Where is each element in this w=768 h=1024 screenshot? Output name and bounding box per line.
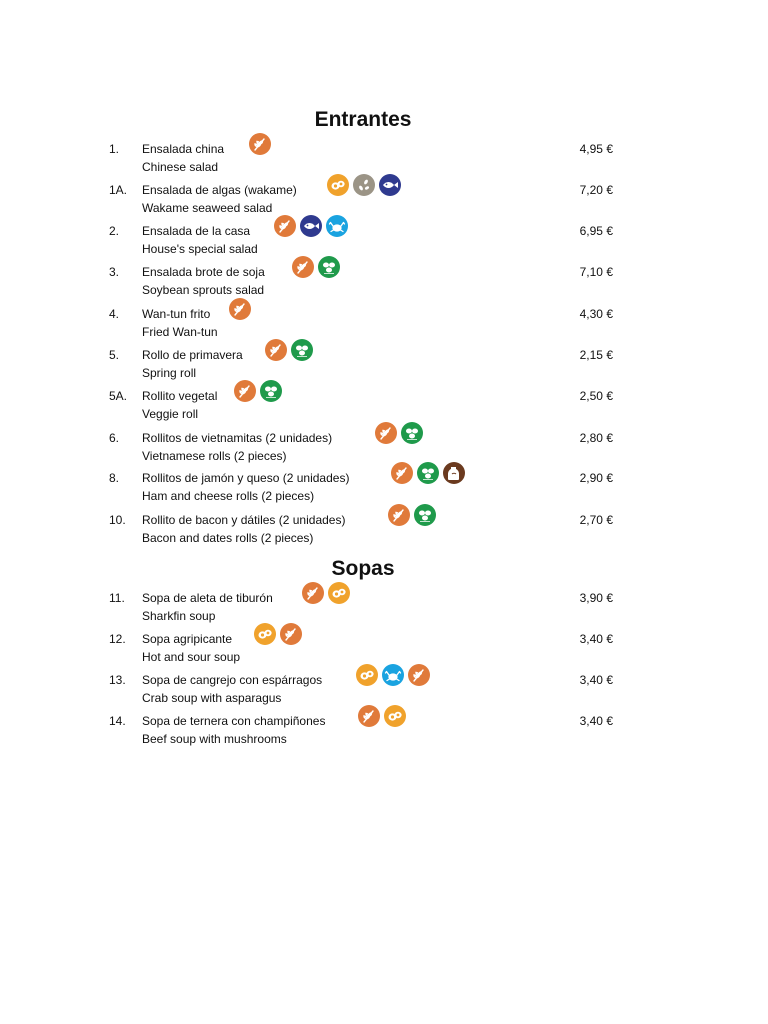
item-price: 3,40 € <box>579 632 613 646</box>
gluten-icon <box>375 422 397 444</box>
item-number: 13. <box>109 673 126 687</box>
item-name-en: Vietnamese rolls (2 pieces) <box>142 449 287 463</box>
item-number: 8. <box>109 471 120 485</box>
crustacean-icon <box>326 215 348 237</box>
gluten-icon <box>388 504 410 526</box>
item-name-es: Sopa agripicante <box>142 632 233 646</box>
item-price: 7,10 € <box>579 265 613 279</box>
allergen-icons <box>358 705 406 727</box>
item-number: 11. <box>109 591 125 605</box>
gluten-icon <box>229 298 251 320</box>
item-number: 12. <box>109 632 126 646</box>
item-price: 4,95 € <box>579 142 613 156</box>
milk-icon <box>443 462 465 484</box>
gluten-icon <box>292 256 314 278</box>
menu-item <box>0 470 768 510</box>
item-name-en: Beef soup with mushrooms <box>142 732 287 746</box>
item-name-en: Soybean sprouts salad <box>142 283 265 297</box>
allergen-icons <box>229 298 251 320</box>
menu-item <box>0 713 768 753</box>
soy-icon <box>417 462 439 484</box>
item-name-es: Ensalada de la casa <box>142 224 251 238</box>
allergen-icons <box>234 380 282 402</box>
allergen-icons <box>388 504 436 526</box>
item-name-en: Bacon and dates rolls (2 pieces) <box>142 531 314 545</box>
item-number: 6. <box>109 431 120 445</box>
allergen-icons <box>254 623 302 645</box>
gluten-icon <box>302 582 324 604</box>
item-name-es: Rollito de bacon y dátiles (2 unidades) <box>142 513 346 527</box>
sesame-icon <box>353 174 375 196</box>
item-name-es: Sopa de ternera con champiñones <box>142 714 326 728</box>
gluten-icon <box>234 380 256 402</box>
item-name-en: Fried Wan-tun <box>142 325 218 339</box>
allergen-icons <box>356 664 430 686</box>
item-name-es: Sopa de aleta de tiburón <box>142 591 273 605</box>
gluten-icon <box>280 623 302 645</box>
item-name-en: Hot and sour soup <box>142 650 241 664</box>
fish-icon <box>379 174 401 196</box>
item-price: 3,40 € <box>579 673 613 687</box>
item-name-en: Spring roll <box>142 366 197 380</box>
item-price: 7,20 € <box>579 183 613 197</box>
section-title-entrantes: Entrantes <box>314 108 412 131</box>
menu-item <box>0 347 768 387</box>
menu-item <box>0 306 768 346</box>
allergen-icons <box>391 462 465 484</box>
soy-icon <box>318 256 340 278</box>
menu-item <box>0 590 768 630</box>
item-name-es: Ensalada china <box>142 142 225 156</box>
item-price: 4,30 € <box>579 307 613 321</box>
crustacean-icon <box>382 664 404 686</box>
item-number: 4. <box>109 307 120 321</box>
gluten-icon <box>249 133 271 155</box>
allergen-icons <box>302 582 350 604</box>
item-number: 3. <box>109 265 120 279</box>
item-number: 1. <box>109 142 120 156</box>
item-name-es: Rollito vegetal <box>142 389 218 403</box>
item-name-es: Ensalada brote de soja <box>142 265 265 279</box>
item-name-es: Rollo de primavera <box>142 348 243 362</box>
item-price: 2,70 € <box>579 513 613 527</box>
egg-icon <box>328 582 350 604</box>
item-price: 2,50 € <box>579 389 613 403</box>
menu-item <box>0 223 768 263</box>
menu-item <box>0 182 768 222</box>
item-number: 5. <box>109 348 120 362</box>
item-name-es: Sopa de cangrejo con espárragos <box>142 673 323 687</box>
egg-icon <box>327 174 349 196</box>
item-name-en: Wakame seaweed salad <box>142 201 273 215</box>
allergen-icons <box>265 339 313 361</box>
item-number: 10. <box>109 513 126 527</box>
allergen-icons <box>249 133 271 155</box>
egg-icon <box>356 664 378 686</box>
gluten-icon <box>391 462 413 484</box>
allergen-icons <box>292 256 340 278</box>
soy-icon <box>401 422 423 444</box>
gluten-icon <box>358 705 380 727</box>
menu-item <box>0 512 768 552</box>
menu-item <box>0 264 768 304</box>
item-name-es: Wan-tun frito <box>142 307 211 321</box>
item-name-en: Ham and cheese rolls (2 pieces) <box>142 489 315 503</box>
item-name-en: Veggie roll <box>142 407 199 421</box>
item-number: 1A. <box>109 183 128 197</box>
item-name-es: Rollitos de jamón y queso (2 unidades) <box>142 471 350 485</box>
menu-item <box>0 430 768 470</box>
item-name-en: House's special salad <box>142 242 258 256</box>
allergen-icons <box>274 215 348 237</box>
allergen-icons <box>375 422 423 444</box>
soy-icon <box>414 504 436 526</box>
fish-icon <box>300 215 322 237</box>
allergen-icons <box>327 174 401 196</box>
item-name-en: Crab soup with asparagus <box>142 691 282 705</box>
egg-icon <box>254 623 276 645</box>
item-name-es: Rollitos de vietnamitas (2 unidades) <box>142 431 333 445</box>
item-price: 2,80 € <box>579 431 613 445</box>
section-title-sopas: Sopas <box>331 557 395 580</box>
item-price: 6,95 € <box>579 224 613 238</box>
item-price: 2,90 € <box>579 471 613 485</box>
item-name-es: Ensalada de algas (wakame) <box>142 183 297 197</box>
item-number: 14. <box>109 714 126 728</box>
gluten-icon <box>408 664 430 686</box>
item-name-en: Chinese salad <box>142 160 219 174</box>
gluten-icon <box>265 339 287 361</box>
soy-icon <box>291 339 313 361</box>
item-price: 3,40 € <box>579 714 613 728</box>
egg-icon <box>384 705 406 727</box>
item-number: 2. <box>109 224 120 238</box>
item-number: 5A. <box>109 389 128 403</box>
soy-icon <box>260 380 282 402</box>
item-price: 3,90 € <box>579 591 613 605</box>
gluten-icon <box>274 215 296 237</box>
item-name-en: Sharkfin soup <box>142 609 216 623</box>
item-price: 2,15 € <box>579 348 613 362</box>
